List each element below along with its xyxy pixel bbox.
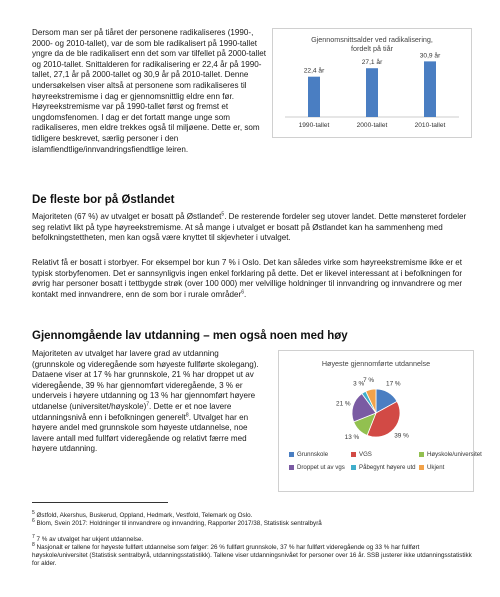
footnote-ref-7[interactable]: 7 [146,401,150,408]
legend-label: Påbegynt høyere utd [359,464,416,471]
legend-swatch [289,452,294,457]
section2-paragraph [32,349,262,455]
bar-2 [366,68,378,117]
footnote-number: 5 [32,509,35,516]
pie-slice-label: 39 % [394,432,409,440]
footnote-number: 7 [32,533,35,540]
section1-p1-rest: . De resterende fordeler seg utover landet. Dette mønsteret fordeler seg relativt likt på type høyreekstremisme. At så mange i utvalget er bosatt på Østlandet kan ha sammenheng med befolkningstettheten, men kan også være knyttet til skjevheter i utvalget. [32,212,467,243]
legend-label: Høyskole/universitet [427,451,482,458]
legend-swatch [289,465,294,470]
footnote-6 [32,517,472,528]
intro-text: Dersom man ser på tiåret der personene radikaliseres (1990-, 2000- og 2010-tallet), var de som ble radikalisert på 1990-tallet yngre da de ble radikalisert enn det som var tilfellet på 2000-tallet og 2010-tallet. Snittalderen for radikalisering er 22,4 år på 1990-tallet, 27,1 år på 2000-tallet og 30,9 år på 2010-tallet. Denne undersøkelsen viser altså at personene som radikaliseres til høyreekstremisme i dag er gjennomsnittlig eldre enn før. Høyreekstremisme var på 1990-tallet først og fremst et ungdomsfenomen. I dag er det fortatt mange unge som radikaliseres, men eldre trekkes også til miljøene. Dette er, som tidligere beskrevet, særlig personer i den islamfiendtlige/innvandringsfiendtlige leiren. [32,28,266,154]
pie-legend-item [419,451,482,458]
bar-category-label: 2010-tallet [414,122,446,129]
age-bar-chart [272,28,472,138]
education-pie-chart [278,350,482,492]
bar-chart-plot [273,29,471,137]
legend-swatch [351,452,356,457]
pie-legend-item [351,464,416,471]
footnote-divider [32,502,168,503]
bar-value-label: 30,9 år [419,52,441,60]
legend-label: Grunnskole [297,451,329,458]
section-heading-utdanning: Gjennomgående lav utdanning – men også noen med høy [32,330,348,342]
pie-legend-item [289,464,345,471]
legend-swatch [419,452,424,457]
bar-chart-title: Gjennomsnittsalder ved radikalisering, fordelt på tiår [311,35,433,53]
bar-value-label: 27,1 år [361,59,383,67]
footnote-7 [32,533,472,544]
footnote-text: Østfold, Akershus, Buskerud, Oppland, Hedmark, Vestfold, Telemark og Oslo. [34,512,253,519]
bar-category-label: 1990-tallet [298,122,330,129]
section1-p1-text: Majoriteten (67 %) av utvalget er bosatt på Østlandet [32,212,222,221]
footnote-5 [32,509,472,520]
pie-legend-item [419,464,444,471]
bar-1 [308,77,320,117]
pie-slice-label: 13 % [344,434,360,442]
footnote-text: Blom, Svein 2017: Holdninger til innvandrere og innvandring, Rapporter 2017/38, Statistisk sentralbyrå [34,520,322,527]
bar-value-label: 22,4 år [303,67,325,75]
section2-p1-end: . Utvalget har en høyere andel med grunnskole som høyeste utdannelse, noe lavere antall med fullført videregående og relativt færre med høyere utdanning. [32,412,249,454]
footnote-number: 8 [32,541,35,548]
bar-3 [424,61,436,117]
footnote-ref-8[interactable]: 8 [185,411,189,418]
legend-label: VGS [359,451,372,458]
pie-slice-label: 3 % [353,380,365,388]
legend-label: Droppet ut av vgs [297,464,345,471]
pie-legend-item [351,451,372,458]
bar-category-label: 2000-tallet [356,122,388,129]
legend-swatch [419,465,424,470]
pie-chart-title: Høyeste gjennomførte utdannelse [321,359,431,368]
section2-p1-text: Majoriteten av utvalget har lavere grad av utdanning (grunnskole og videregående som høyeste fullførte skolegang). Dataene viser at 17 % har grunnskole, 21 % har droppet ut av videregående, 39 % har gjennomført videregående, 3 % er underveis i høyere utdanning og 13 % har gjennomført høyere utdanelse (universitet/høyskole) [32,349,259,411]
footnote-ref-5[interactable]: 5 [221,211,225,218]
legend-swatch [351,465,356,470]
section1-paragraph-1 [32,212,472,244]
section1-p2-text: Relativt få er bosatt i storbyer. For eksempel bor kun 7 % i Oslo. Det kan således virke som høyreekstremisme ikke er et typisk storbyfenomen. Det er sannsynligvis ingen enkel forklaring på dette. Det er likevel interessant at i befolkningen for øvrig har personer bosatt i tettbygde strøk (over 100 000) mer velvillige holdninger til innvandring og innvandrere og mer kontakt med innvandrere, enn de som bor i rurale områder [32,258,463,299]
pie-slice-label: 7 % [363,376,375,384]
section-heading-ostlandet: De fleste bor på Østlandet [32,194,175,206]
pie-slice-label: 17 % [386,380,401,388]
footnote-number: 6 [32,517,35,524]
footnote-8 [32,541,472,568]
pie-legend-item [289,451,328,458]
legend-label: Ukjent [427,464,445,471]
section1-paragraph-2 [32,258,472,300]
section2-p1-mid: . Dette er et noe lavere utdanningsnivå enn i befolkningen generelt [32,401,232,422]
section1-p2-end: . [243,289,247,299]
footnote-ref-6[interactable]: 6 [241,289,244,296]
footnote-text: 7 % av utvalget har ukjent utdannelse. [34,536,144,543]
footnote-text: Nasjonalt er tallene for høyeste fullført utdannelse som følger: 26 % fullført grunnskole, 37 % har fullført videregående og 33 % har fullført høyskole/universitet (Statistisk sentralbyrå, utdanningsstatistikk). Tallene viser utdanningsnivået for personer over 16 år. SSB justerer ikke utdanningsstatistikk for alder. [32,544,472,567]
pie-slice-label: 21 % [336,400,351,408]
